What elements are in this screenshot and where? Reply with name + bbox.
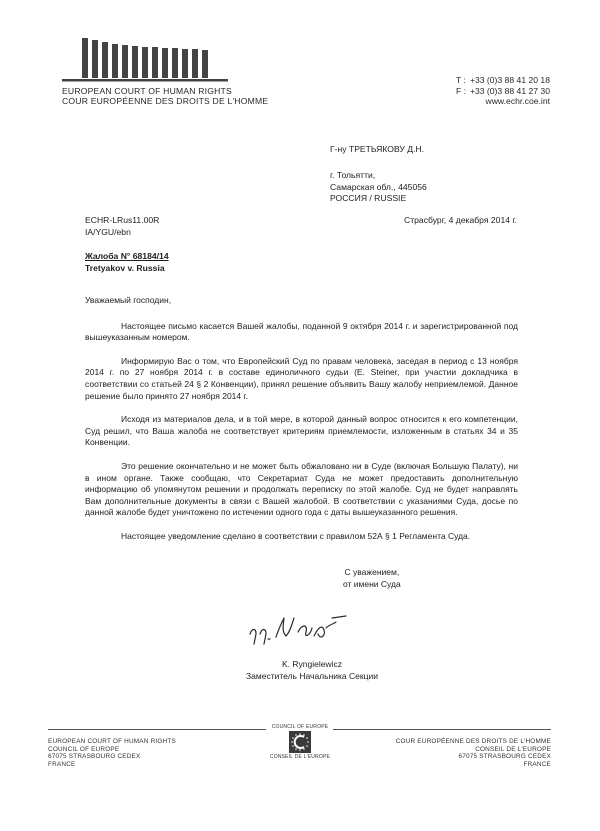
footer-left bbox=[48, 738, 176, 768]
footer-right-line: CONSEIL DE L'EUROPE bbox=[475, 745, 551, 753]
paragraph-1: Настоящее письмо касается Вашей жалобы, поданной 9 октября 2014 г. и зарегистрированной под вышеуказанным номером. bbox=[85, 320, 518, 343]
contact-block bbox=[456, 75, 550, 107]
footer-left-line: FRANCE bbox=[48, 760, 76, 768]
signatory-block bbox=[246, 659, 378, 682]
place-date: Страсбург, 4 декабря 2014 г. bbox=[404, 215, 517, 225]
closing-block bbox=[343, 567, 401, 590]
footer-left-line: 67075 STRASBOURG CEDEX bbox=[48, 753, 141, 761]
application-number: Жалоба N° 68184/14 bbox=[85, 251, 169, 261]
website-link[interactable]: www.echr.coe.int bbox=[485, 96, 550, 106]
footer-right-line: 67075 STRASBOURG CEDEX bbox=[458, 753, 551, 761]
paragraph-3: Исходя из материалов дела, и в той мере, в которой данный вопрос относится к его компетенции, Суд решил, что Ваша жалоба не соответствует критериям приемлемости, изложенным в статьях 34 и 35 Конвенции. bbox=[85, 414, 518, 448]
court-logo bbox=[62, 38, 228, 82]
court-name-fr: COUR EUROPÉENNE DES DROITS DE L'HOMME bbox=[62, 96, 269, 106]
recipient-country: РОССИЯ / RUSSIE bbox=[330, 193, 407, 203]
salutation: Уважаемый господин, bbox=[85, 295, 172, 305]
footer-center-bottom: CONSEIL DE L'EUROPE bbox=[269, 754, 331, 760]
tel-label: T : bbox=[455, 75, 466, 85]
recipient-name: Г-ну ТРЕТЬЯКОВУ Д.Н. bbox=[330, 144, 425, 154]
paragraph-2: Информирую Вас о том, что Европейский Суд по правам человека, заседая в период с 13 ноября 2014 г. по 27 ноября 2014 г. в составе единоличного судьи (E. Steiner, при участии докладчика в соответствии со статьей 24 § 2 Конвенции), принял решение объявить Вашу жалобу неприемлемой. Данное решение было принято 27 ноября 2014 г. bbox=[85, 355, 518, 401]
court-building-icon bbox=[62, 38, 228, 82]
footer-rule-left bbox=[48, 729, 266, 730]
footer-right-line: FRANCE bbox=[523, 760, 551, 768]
paragraph-4: Это решение окончательно и не может быть обжаловано ни в Суде (включая Большую Палату), ни в ином органе. Также сообщаю, что Секретариат Суда не может предоставить дополнительную информацию об упомянутом решении и продолжать переписку по этой жалобе. Суд не будет направлять Вам дополнительные документы в связи с Вашей жалобой. В соответствии с указаниями Суда, досье по данной жалобе будет уничтожено по истечении одного года с даты вышеуказанного решения. bbox=[85, 460, 518, 518]
recipient-city: г. Тольятти, bbox=[330, 170, 376, 180]
footer-left-line: COUNCIL OF EUROPE bbox=[48, 745, 120, 753]
paragraph-5: Настоящее уведомление сделано в соответствии с правилом 52А § 1 Регламента Суда. bbox=[121, 530, 471, 541]
fax-number: +33 (0)3 88 41 27 30 bbox=[469, 85, 550, 96]
closing-on-behalf: от имени Суда bbox=[343, 578, 401, 589]
council-emblem-icon bbox=[289, 731, 311, 753]
court-name-en: EUROPEAN COURT OF HUMAN RIGHTS bbox=[62, 86, 232, 96]
tel-number: +33 (0)3 88 41 20 18 bbox=[469, 75, 550, 85]
reference-initials: IA/YGU/ebn bbox=[85, 227, 131, 237]
reference-block bbox=[85, 214, 159, 238]
footer-rule-right bbox=[333, 729, 551, 730]
footer-center-top: COUNCIL OF EUROPE bbox=[271, 724, 329, 730]
case-title: Tretyakov v. Russia bbox=[85, 263, 165, 273]
footer-right-line: COUR EUROPÉENNE DES DROITS DE L'HOMME bbox=[395, 738, 551, 745]
recipient-address bbox=[330, 170, 427, 205]
signatory-name: K. Ryngielewicz bbox=[282, 659, 342, 669]
signatory-title: Заместитель Начальника Секции bbox=[246, 670, 378, 681]
footer-right bbox=[396, 738, 551, 768]
recipient-region: Самарская обл., 445056 bbox=[330, 181, 427, 192]
letter-body bbox=[85, 295, 518, 555]
closing-regards: С уважением, bbox=[344, 567, 400, 577]
reference-code: ECHR-LRus11.00R bbox=[85, 215, 160, 225]
handwritten-signature bbox=[246, 610, 356, 648]
council-of-europe-logo bbox=[265, 724, 335, 760]
fax-label: F : bbox=[455, 85, 466, 96]
footer-left-line: EUROPEAN COURT OF HUMAN RIGHTS bbox=[48, 738, 176, 745]
